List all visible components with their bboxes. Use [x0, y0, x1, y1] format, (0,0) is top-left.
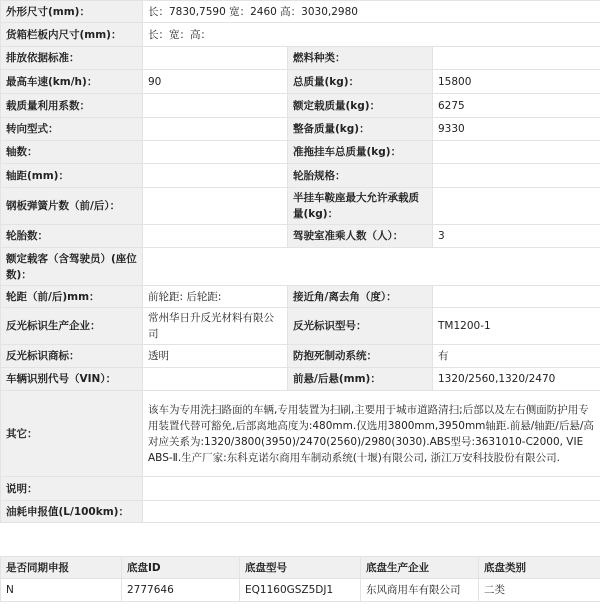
fuel-value	[433, 47, 600, 70]
cab-seats-value: 3	[433, 225, 600, 248]
reflector-model-value: TM1200-1	[433, 308, 600, 345]
reflector-brand-label: 反光标识商标：	[1, 345, 143, 368]
tire-spec-label: 轮胎规格：	[288, 164, 433, 188]
chassis-header-row	[1, 557, 600, 579]
wheelbase-value	[143, 164, 288, 188]
chassis-cell: 二类	[479, 579, 600, 602]
other-label: 其它：	[1, 391, 143, 477]
tire-spec-value	[433, 164, 600, 188]
chassis-cell: EQ1160GSZ5DJ1	[240, 579, 361, 602]
leaf-springs-value	[143, 188, 288, 225]
chassis-header: 底盘ID	[122, 557, 240, 579]
vin-label: 车辆识别代号（VIN）：	[1, 368, 143, 391]
curb-mass-label: 整备质量(kg)：	[288, 118, 433, 141]
passengers-value	[143, 248, 600, 286]
axles-value	[143, 141, 288, 164]
wheelbase-label: 轴距(mm)：	[1, 164, 143, 188]
chassis-table	[0, 556, 600, 602]
chassis-header: 底盘生产企业	[361, 557, 479, 579]
reflector-brand-value: 透明	[143, 345, 288, 368]
passengers-label: 额定载客（含驾驶员）(座位数)：	[1, 248, 143, 286]
tire-count-value	[143, 225, 288, 248]
other-value: 该车为专用洗扫路面的车辆,专用装置为扫刷,主要用于城市道路清扫;后部以及左右侧面防护用专用装置代替可豁免,后部离地高度为:480mm.仅选用3800mm,3950mm轴距.前悬/轴距/后悬/高对应关系为:1320/3800(3950)/2470(2560)/2980(3030).ABS型号:3631010-C2000, VIE ABS-Ⅱ.生产厂家:东科克诺尔商用车制动系统(十堰)有限公司, 浙江万安科技股份有限公司.	[143, 391, 600, 477]
notes-label: 说明：	[1, 477, 143, 501]
fuel-consumption-value	[143, 501, 600, 523]
overhang-label: 前悬/后悬(mm)：	[288, 368, 433, 391]
trailer-mass-value	[433, 141, 600, 164]
chassis-header: 底盘型号	[240, 557, 361, 579]
trailer-mass-label: 准拖挂车总质量(kg)：	[288, 141, 433, 164]
chassis-cell: N	[1, 579, 122, 602]
steering-label: 转向型式：	[1, 118, 143, 141]
fuel-consumption-label: 油耗申报值(L/100km)：	[1, 501, 143, 523]
table-row	[1, 579, 600, 602]
chassis-cell: 东风商用车有限公司	[361, 579, 479, 602]
load-util-label: 载质量利用系数：	[1, 94, 143, 118]
abs-label: 防抱死制动系统：	[288, 345, 433, 368]
emission-label: 排放依据标准：	[1, 47, 143, 70]
dimensions-value: 长：7830,7590 宽：2460 高：3030,2980	[143, 1, 600, 23]
axles-label: 轴数：	[1, 141, 143, 164]
track-label: 轮距（前/后)mm：	[1, 286, 143, 308]
cargo-box-value: 长：宽：高：	[143, 23, 600, 47]
load-util-value	[143, 94, 288, 118]
emission-value	[143, 47, 288, 70]
approach-angle-value	[433, 286, 600, 308]
tire-count-label: 轮胎数：	[1, 225, 143, 248]
gross-mass-value: 15800	[433, 70, 600, 94]
max-speed-value: 90	[143, 70, 288, 94]
max-speed-label: 最高车速(km/h)：	[1, 70, 143, 94]
chassis-header: 底盘类别	[479, 557, 600, 579]
overhang-value: 1320/2560,1320/2470	[433, 368, 600, 391]
chassis-header: 是否同期申报	[1, 557, 122, 579]
dimensions-label: 外形尺寸(mm)：	[1, 1, 143, 23]
reflector-model-label: 反光标识型号：	[288, 308, 433, 345]
saddle-load-value	[433, 188, 600, 225]
cargo-box-label: 货箱栏板内尺寸(mm)：	[1, 23, 143, 47]
reflector-maker-label: 反光标识生产企业：	[1, 308, 143, 345]
leaf-springs-label: 钢板弹簧片数（前/后）：	[1, 188, 143, 225]
abs-value: 有	[433, 345, 600, 368]
rated-load-value: 6275	[433, 94, 600, 118]
chassis-cell: 2777646	[122, 579, 240, 602]
steering-value	[143, 118, 288, 141]
gross-mass-label: 总质量(kg)：	[288, 70, 433, 94]
cab-seats-label: 驾驶室准乘人数（人）：	[288, 225, 433, 248]
rated-load-label: 额定载质量(kg)：	[288, 94, 433, 118]
approach-angle-label: 接近角/离去角（度）：	[288, 286, 433, 308]
saddle-load-label: 半挂车鞍座最大允许承载质量(kg)：	[288, 188, 433, 225]
notes-value	[143, 477, 600, 501]
curb-mass-value: 9330	[433, 118, 600, 141]
fuel-label: 燃料种类：	[288, 47, 433, 70]
track-value: 前轮距: 后轮距:	[143, 286, 288, 308]
vin-value	[143, 368, 288, 391]
reflector-maker-value: 常州华日升反光材料有限公司	[143, 308, 288, 345]
